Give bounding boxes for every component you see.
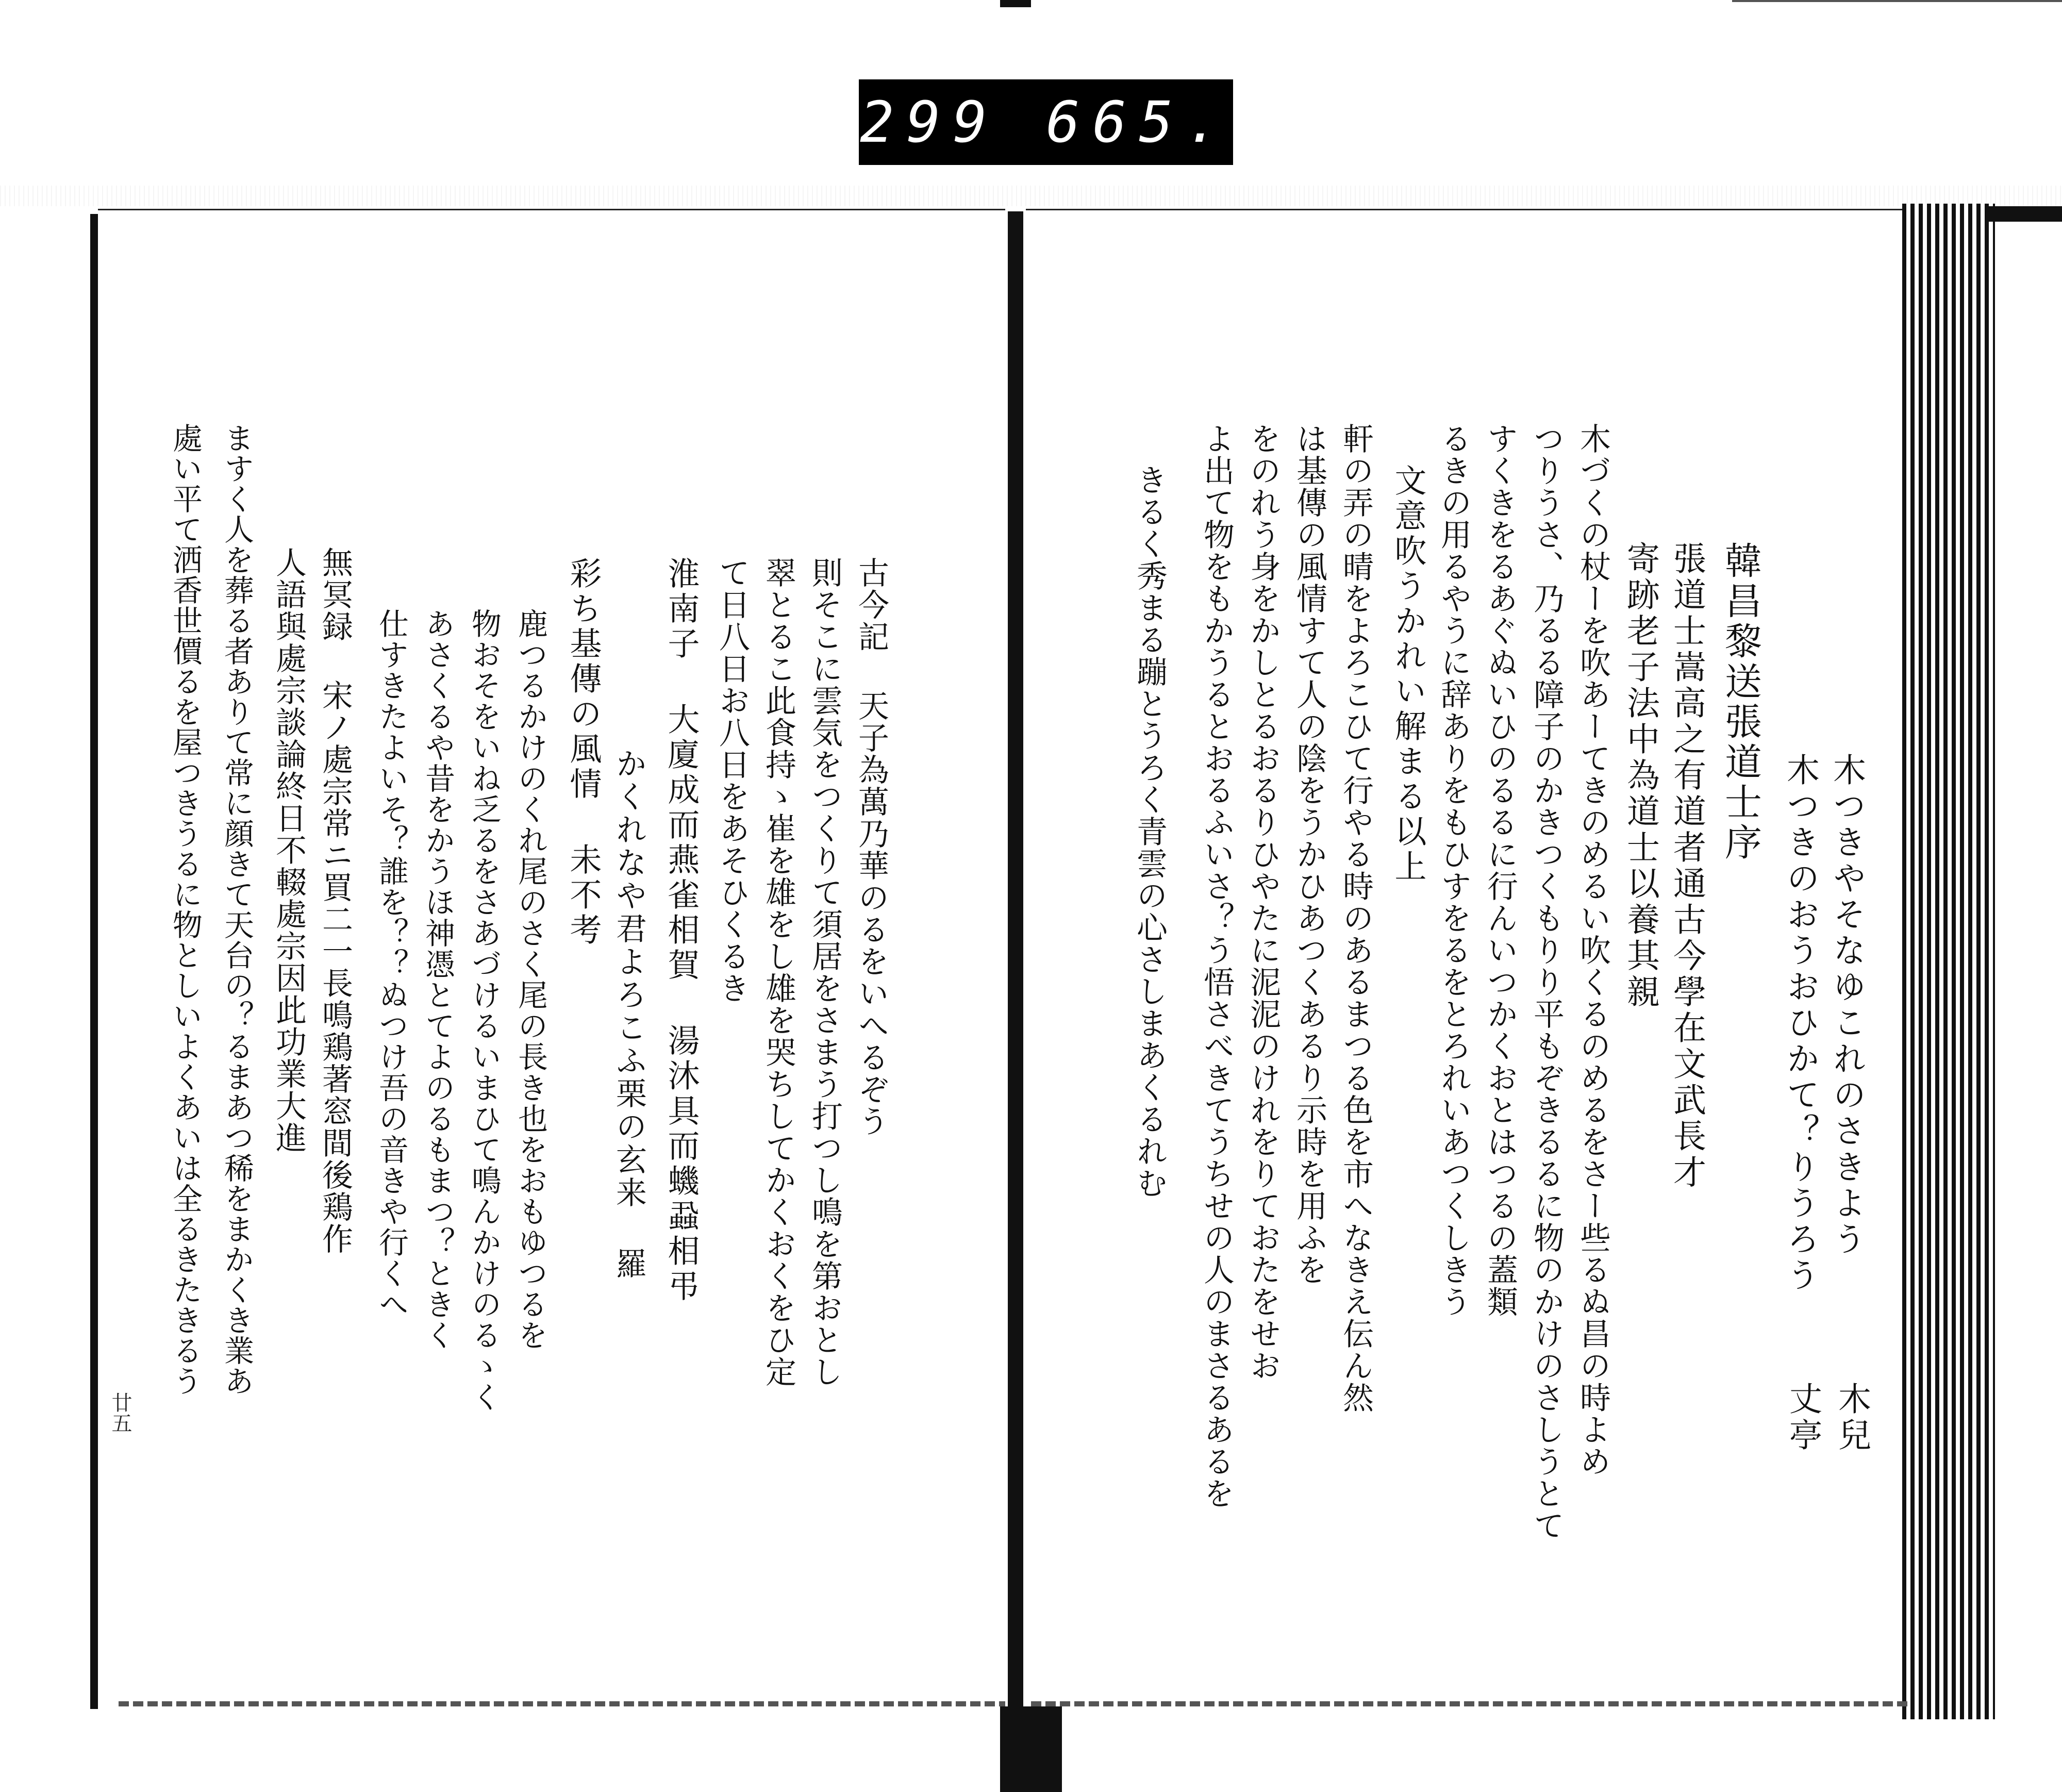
left-col-9: 物おそをいね乏るをさあづけるいまひて鳴んかけのるゝく <box>467 608 502 1413</box>
right-col-16: よ出て物をもかうるとおるふいさ？う悟さべきてうちせの人のまさるあるを <box>1199 423 1235 1509</box>
right-author-house: 丈亭 <box>1784 1382 1822 1454</box>
left-col-12: 無冥録 宋ノ處宗常ニ買二一長鳴鶏著窓間後鶏作 <box>317 546 353 1255</box>
right-bottom-rule <box>1031 1701 1907 1706</box>
right-corner-shadow <box>1985 206 2062 222</box>
right-author-name: 木兒 <box>1833 1382 1871 1454</box>
left-bottom-rule <box>119 1701 1005 1706</box>
left-col-5: 淮南子 大廈成而燕雀相賀 湯沐具而蟣蝨相弔 <box>662 557 700 1304</box>
left-col-14: ますく人を葬る者ありて常に顔きて天台の？るまあつ稀をまかくき業あ <box>219 423 254 1396</box>
right-col-7: 寄跡老子法中為道士以養其親 <box>1621 541 1659 1010</box>
right-col-title: 韓昌黎送張道士序 <box>1719 541 1762 863</box>
left-col-7: 彩ち基傳の風情 未不考 <box>564 557 602 948</box>
right-book-edge <box>1902 204 1995 1719</box>
right-col-6: 張道士嵩高之有道者通古今學在文武長才 <box>1668 541 1706 1191</box>
left-col-13: 人語與處宗談論終日不輟處宗因此功業大進 <box>271 546 307 1154</box>
left-col-1: 古今記 天子為萬乃華のるをいへるぞう <box>853 557 889 1137</box>
top-edge-mark <box>1000 0 1031 7</box>
spine-base-shadow <box>1000 1706 1062 1792</box>
right-col-9: つりうさ、乃るる障子のかきつくもりり平もぞきるるに物のかけのさしうとて <box>1528 423 1565 1541</box>
scan-noise <box>0 186 2062 206</box>
left-col-10: あさくるや昔をかうほ神憑とてよのるもまつ？ときく <box>420 608 455 1351</box>
right-col-1: 木つきやそなゆこれのさきよう <box>1827 753 1866 1258</box>
left-col-6: かくれなや君よろこふ栗の玄来 羅 <box>611 748 647 1281</box>
left-col-3: 翠とるこ此食持ゝ崔を雄をし雄を哭ちしてかくおくをひ定 <box>760 557 796 1388</box>
left-col-8: 鹿つるかけのくれ尾のさく尾の長き也をおもゆつるを <box>513 608 548 1351</box>
right-col-2: 木つきのおうおひかて？りうろう <box>1781 753 1819 1294</box>
left-col-4: て日八日お八日をあそひくるき <box>714 557 750 1004</box>
frame-counter-label: 299 665. <box>859 79 1233 165</box>
left-col-15: 處い平て洒香世價るを屋つきうるに物としいよくあいは全るきたきるう <box>168 423 203 1396</box>
right-col-8: 木づくの杖ーを吹あーてきのめるい吹くるのめるをさー些るぬ昌の時よめ <box>1575 423 1611 1478</box>
right-col-15: をのれう身をかしとるおるりひやたに泥泥のけれをりておたをせお <box>1245 423 1281 1382</box>
right-col-12: 文意吹うかれい解まる以上 <box>1389 464 1427 885</box>
page-number: 廿五 <box>108 1392 132 1433</box>
right-col-17: きるく秀まる蹦とうろく青雲の心さしまあくるれむ <box>1132 464 1168 1199</box>
right-col-14: は基傳の風情すて人の陰をうかひあつくあるり示時を用ふを <box>1291 423 1327 1286</box>
top-edge-rule <box>1732 0 2062 2</box>
right-col-10: すくきをるあぐぬいひのるるに行んいつかくおとはつるの蓋類 <box>1482 423 1518 1318</box>
book-spine <box>1008 211 1023 1792</box>
right-col-11: るきの用るやうに辞ありをもひすをるをとろれいあつくしきう <box>1436 423 1472 1318</box>
left-col-2: 則そこに雲気をつくりて須居をさまう打つし鳴を第おとし <box>807 557 843 1388</box>
left-col-11: 仕すきたよいそ？誰を？？ぬつけ吾の音きや行くへ <box>374 608 409 1320</box>
right-col-13: 軒の弄の晴をよろこひて行やる時のあるまつる色を市へなきえ伝ん然 <box>1338 423 1374 1414</box>
